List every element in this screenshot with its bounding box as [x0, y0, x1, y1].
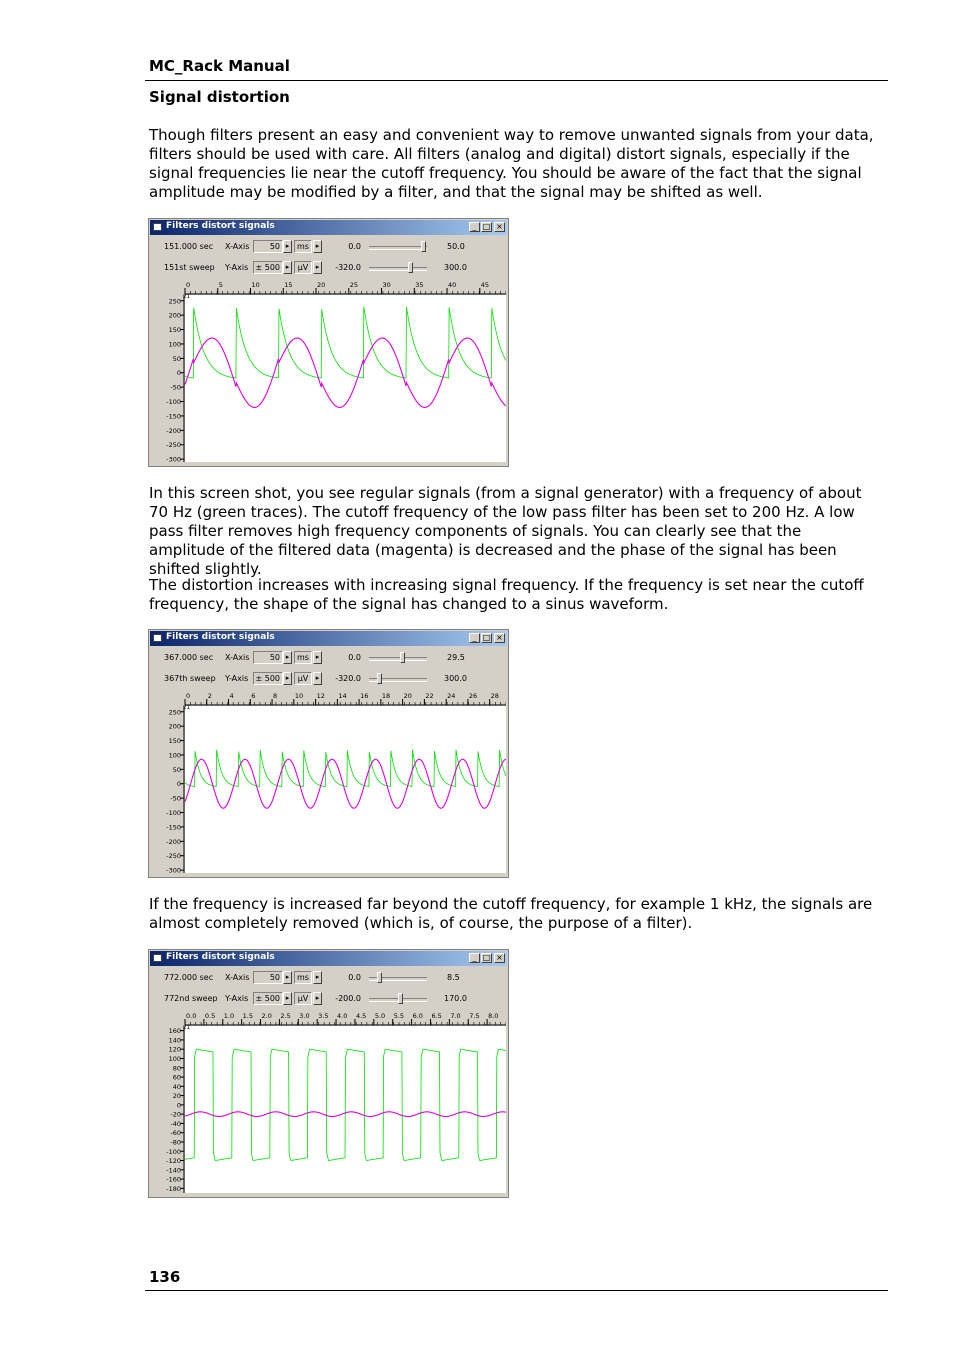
y-slider[interactable] [367, 261, 429, 274]
x-tick-label: 22 [425, 692, 434, 700]
y-slider-thumb[interactable] [408, 262, 413, 273]
y-tick-label: -300 [166, 866, 181, 875]
x-unit-arrow-icon[interactable]: ▸ [313, 240, 322, 253]
x-slider-max: 29.5 [447, 653, 465, 662]
paragraph: If the frequency is increased far beyond the cutoff frequency, for example 1 kHz, the signals are almost completely removed (which is, of course, the purpose of a filter). [149, 895, 873, 932]
page-number: 136 [149, 1268, 181, 1286]
x-tick-label: 10 [251, 281, 260, 289]
y-tick-label: -180 [166, 1184, 181, 1193]
x-slider[interactable] [367, 651, 429, 664]
section-title: Signal distortion [149, 88, 290, 106]
x-axis-range-field[interactable]: 50 [253, 971, 283, 984]
x-tick-label: 5 [218, 281, 223, 289]
y-axis-range-field[interactable]: ± 500 [253, 992, 283, 1005]
maximize-button[interactable]: □ [482, 222, 491, 231]
y-axis-range-field[interactable]: ± 500 [253, 261, 283, 274]
y-tick-label: -100 [166, 809, 181, 818]
y-tick-label: -300 [166, 455, 181, 464]
channel-label: 21 [183, 294, 190, 300]
y-tick-label: 40 [172, 1082, 181, 1091]
x-tick-label: 28 [490, 692, 499, 700]
x-tick-label: 4.5 [355, 1012, 367, 1020]
y-tick-label: -100 [166, 398, 181, 407]
plot-area [185, 706, 506, 873]
x-tick-label: 0.5 [204, 1012, 216, 1020]
x-tick-label: 18 [381, 692, 391, 700]
y-tick-label: -20 [170, 1110, 181, 1119]
x-axis-label: X-Axis [225, 973, 250, 982]
close-button[interactable]: × [494, 222, 505, 232]
y-tick-label: 250 [168, 297, 181, 306]
x-tick-label: 30 [382, 281, 391, 289]
x-slider-max: 8.5 [447, 973, 460, 982]
sweep-readout: 367th sweep [164, 674, 216, 683]
y-unit-field[interactable]: µV [294, 261, 312, 274]
sweep-readout: 151st sweep [164, 263, 215, 272]
x-tick-label: 0.0 [186, 1012, 197, 1020]
y-slider[interactable] [367, 992, 429, 1005]
x-tick-label: 3.5 [318, 1012, 329, 1020]
y-slider-max: 300.0 [444, 674, 467, 683]
y-slider-min: -320.0 [335, 674, 361, 683]
y-tick-label: 100 [168, 340, 181, 349]
x-range-arrow-icon[interactable]: ▸ [283, 651, 292, 664]
y-tick-label: 200 [168, 311, 181, 320]
x-unit-arrow-icon[interactable]: ▸ [313, 971, 322, 984]
minimize-button[interactable]: _ [469, 633, 480, 643]
window-title: Filters distort signals [166, 952, 275, 962]
close-button[interactable]: × [494, 633, 505, 643]
y-unit-field[interactable]: µV [294, 992, 312, 1005]
x-tick-label: 45 [480, 281, 490, 289]
y-tick-label: 100 [168, 1054, 181, 1063]
x-tick-label: 6.0 [412, 1012, 423, 1020]
y-axis-label: Y-Axis [225, 263, 249, 272]
time-readout: 151.000 sec [164, 242, 214, 251]
y-tick-label: -120 [166, 1157, 181, 1166]
y-unit-arrow-icon[interactable]: ▸ [313, 261, 322, 274]
y-unit-arrow-icon[interactable]: ▸ [313, 992, 322, 1005]
x-tick-label: 6.5 [431, 1012, 442, 1020]
y-tick-label: 150 [168, 737, 181, 746]
x-slider-min: 0.0 [348, 653, 361, 662]
y-tick-label: -50 [170, 383, 181, 392]
footer-rule [145, 1290, 888, 1291]
window-title: Filters distort signals [166, 632, 275, 642]
filters-window [148, 629, 509, 878]
y-range-arrow-icon[interactable]: ▸ [283, 672, 292, 685]
y-slider-max: 300.0 [444, 263, 467, 272]
x-unit-field[interactable]: ms [294, 651, 312, 664]
signal-plot [151, 690, 506, 875]
x-tick-label: 7.0 [450, 1012, 461, 1020]
filters-window [148, 949, 509, 1198]
maximize-button[interactable]: □ [482, 633, 491, 642]
minimize-button[interactable]: _ [469, 953, 480, 963]
signal-plot [151, 279, 506, 464]
x-tick-label: 1.0 [223, 1012, 235, 1020]
y-slider-min: -200.0 [335, 994, 361, 1003]
x-slider-max: 50.0 [447, 242, 465, 251]
x-tick-label: 8.0 [488, 1012, 499, 1020]
x-axis-range-field[interactable]: 50 [253, 240, 283, 253]
paragraph: In this screen shot, you see regular signals (from a signal generator) with a frequency of about 70 Hz (green traces). The cutoff frequency of the low pass filter has been set to 200 Hz. A low pass filter removes high frequency components of signals. You can clearly see that the amplitude of the filtered data (magenta) is decreased and the phase of the signal has been shifted slightly. [149, 484, 862, 578]
x-tick-label: 0 [186, 281, 191, 289]
window-icon [153, 223, 162, 231]
y-slider-thumb[interactable] [398, 993, 403, 1004]
y-unit-field[interactable]: µV [294, 672, 312, 685]
y-tick-label: -40 [170, 1119, 181, 1128]
x-slider[interactable] [367, 971, 429, 984]
sweep-readout: 772nd sweep [164, 994, 218, 1003]
x-slider-thumb[interactable] [377, 972, 382, 983]
y-tick-label: 140 [168, 1036, 181, 1045]
y-axis-label: Y-Axis [225, 994, 249, 1003]
y-tick-label: -200 [166, 837, 181, 846]
x-slider-min: 0.0 [348, 973, 361, 982]
x-range-arrow-icon[interactable]: ▸ [283, 240, 292, 253]
y-range-arrow-icon[interactable]: ▸ [283, 261, 292, 274]
y-tick-label: 0 [176, 369, 181, 378]
paragraph: The distortion increases with increasing signal frequency. If the frequency is set near the cutoff frequency, the shape of the signal has changed to a sinus waveform. [149, 576, 864, 613]
window-icon [153, 954, 162, 962]
x-tick-label: 35 [415, 281, 424, 289]
x-tick-label: 1.5 [242, 1012, 253, 1020]
x-tick-label: 5.5 [393, 1012, 405, 1020]
x-slider-thumb[interactable] [421, 241, 426, 252]
window-icon [153, 634, 162, 642]
y-tick-label: 200 [168, 722, 181, 731]
x-tick-label: 3.0 [299, 1012, 310, 1020]
x-tick-label: 2.0 [261, 1012, 272, 1020]
x-unit-arrow-icon[interactable]: ▸ [313, 651, 322, 664]
x-tick-label: 4 [229, 692, 234, 700]
y-slider-thumb[interactable] [377, 673, 382, 684]
x-unit-field[interactable]: ms [294, 240, 312, 253]
y-tick-label: -150 [166, 823, 181, 832]
x-tick-label: 7.5 [469, 1012, 480, 1020]
minimize-button[interactable]: _ [469, 222, 480, 232]
close-button[interactable]: × [494, 953, 505, 963]
channel-label: 21 [183, 1025, 190, 1031]
y-slider-min: -320.0 [335, 263, 361, 272]
y-axis-label: Y-Axis [225, 674, 249, 683]
x-tick-label: 2 [207, 692, 212, 700]
x-tick-label: 15 [284, 281, 293, 289]
x-tick-label: 0 [186, 692, 191, 700]
y-tick-label: 20 [172, 1092, 181, 1101]
y-tick-label: -50 [170, 794, 181, 803]
time-readout: 367.000 sec [164, 653, 214, 662]
x-tick-label: 25 [349, 281, 359, 289]
y-tick-label: 120 [168, 1045, 181, 1054]
y-tick-label: -140 [166, 1166, 181, 1175]
x-tick-label: 26 [468, 692, 478, 700]
y-tick-label: 50 [172, 354, 181, 363]
x-tick-label: 20 [317, 281, 326, 289]
y-tick-label: 100 [168, 751, 181, 760]
x-slider-thumb[interactable] [400, 652, 405, 663]
x-tick-label: 40 [448, 281, 457, 289]
y-tick-label: 50 [172, 765, 181, 774]
x-tick-label: 12 [316, 692, 325, 700]
y-slider-max: 170.0 [444, 994, 467, 1003]
running-header: MC_Rack Manual [149, 57, 290, 75]
y-tick-label: 0 [176, 780, 181, 789]
y-tick-label: 150 [168, 326, 181, 335]
y-tick-label: 80 [172, 1064, 181, 1073]
x-tick-label: 20 [403, 692, 412, 700]
window-titlebar[interactable] [150, 951, 507, 966]
y-tick-label: -80 [170, 1138, 181, 1147]
channel-label: 21 [183, 705, 190, 711]
window-titlebar[interactable] [150, 220, 507, 235]
y-axis-range-field[interactable]: ± 500 [253, 672, 283, 685]
x-range-arrow-icon[interactable]: ▸ [283, 971, 292, 984]
window-title: Filters distort signals [166, 221, 275, 231]
x-tick-label: 10 [294, 692, 304, 700]
y-tick-label: -160 [166, 1175, 181, 1184]
y-tick-label: -250 [166, 441, 181, 450]
x-unit-field[interactable]: ms [294, 971, 312, 984]
y-tick-label: -200 [166, 426, 181, 435]
x-tick-label: 16 [360, 692, 369, 700]
y-tick-label: -60 [170, 1129, 181, 1138]
y-unit-arrow-icon[interactable]: ▸ [313, 672, 322, 685]
window-titlebar[interactable] [150, 631, 507, 646]
y-range-arrow-icon[interactable]: ▸ [283, 992, 292, 1005]
time-readout: 772.000 sec [164, 973, 214, 982]
x-axis-range-field[interactable]: 50 [253, 651, 283, 664]
y-tick-label: 0 [176, 1101, 181, 1110]
x-tick-label: 14 [338, 692, 347, 700]
filters-window [148, 218, 509, 467]
header-rule [145, 80, 888, 81]
signal-plot [151, 1010, 506, 1195]
x-slider-min: 0.0 [348, 242, 361, 251]
x-tick-label: 6 [251, 692, 256, 700]
y-tick-label: 160 [168, 1027, 181, 1036]
x-tick-label: 5.0 [374, 1012, 386, 1020]
y-tick-label: 250 [168, 708, 181, 717]
paragraph: Though filters present an easy and convenient way to remove unwanted signals from your data, filters should be used with care. All filters (analog and digital) distort signals, especially if the signal frequencies lie near the cutoff frequency. You should be aware of the fact that the signal amplitude may be modified by a filter, and that the signal may be shifted as well. [149, 126, 874, 201]
x-tick-label: 4.0 [337, 1012, 348, 1020]
y-slider[interactable] [367, 672, 429, 685]
x-axis-label: X-Axis [225, 653, 250, 662]
x-tick-label: 24 [447, 692, 456, 700]
maximize-button[interactable]: □ [482, 953, 491, 962]
y-tick-label: -100 [166, 1147, 181, 1156]
y-tick-label: -250 [166, 852, 181, 861]
x-axis-label: X-Axis [225, 242, 250, 251]
x-tick-label: 2.5 [280, 1012, 291, 1020]
x-slider[interactable] [367, 240, 429, 253]
y-tick-label: 60 [172, 1073, 181, 1082]
y-tick-label: -150 [166, 412, 181, 421]
x-tick-label: 8 [273, 692, 278, 700]
